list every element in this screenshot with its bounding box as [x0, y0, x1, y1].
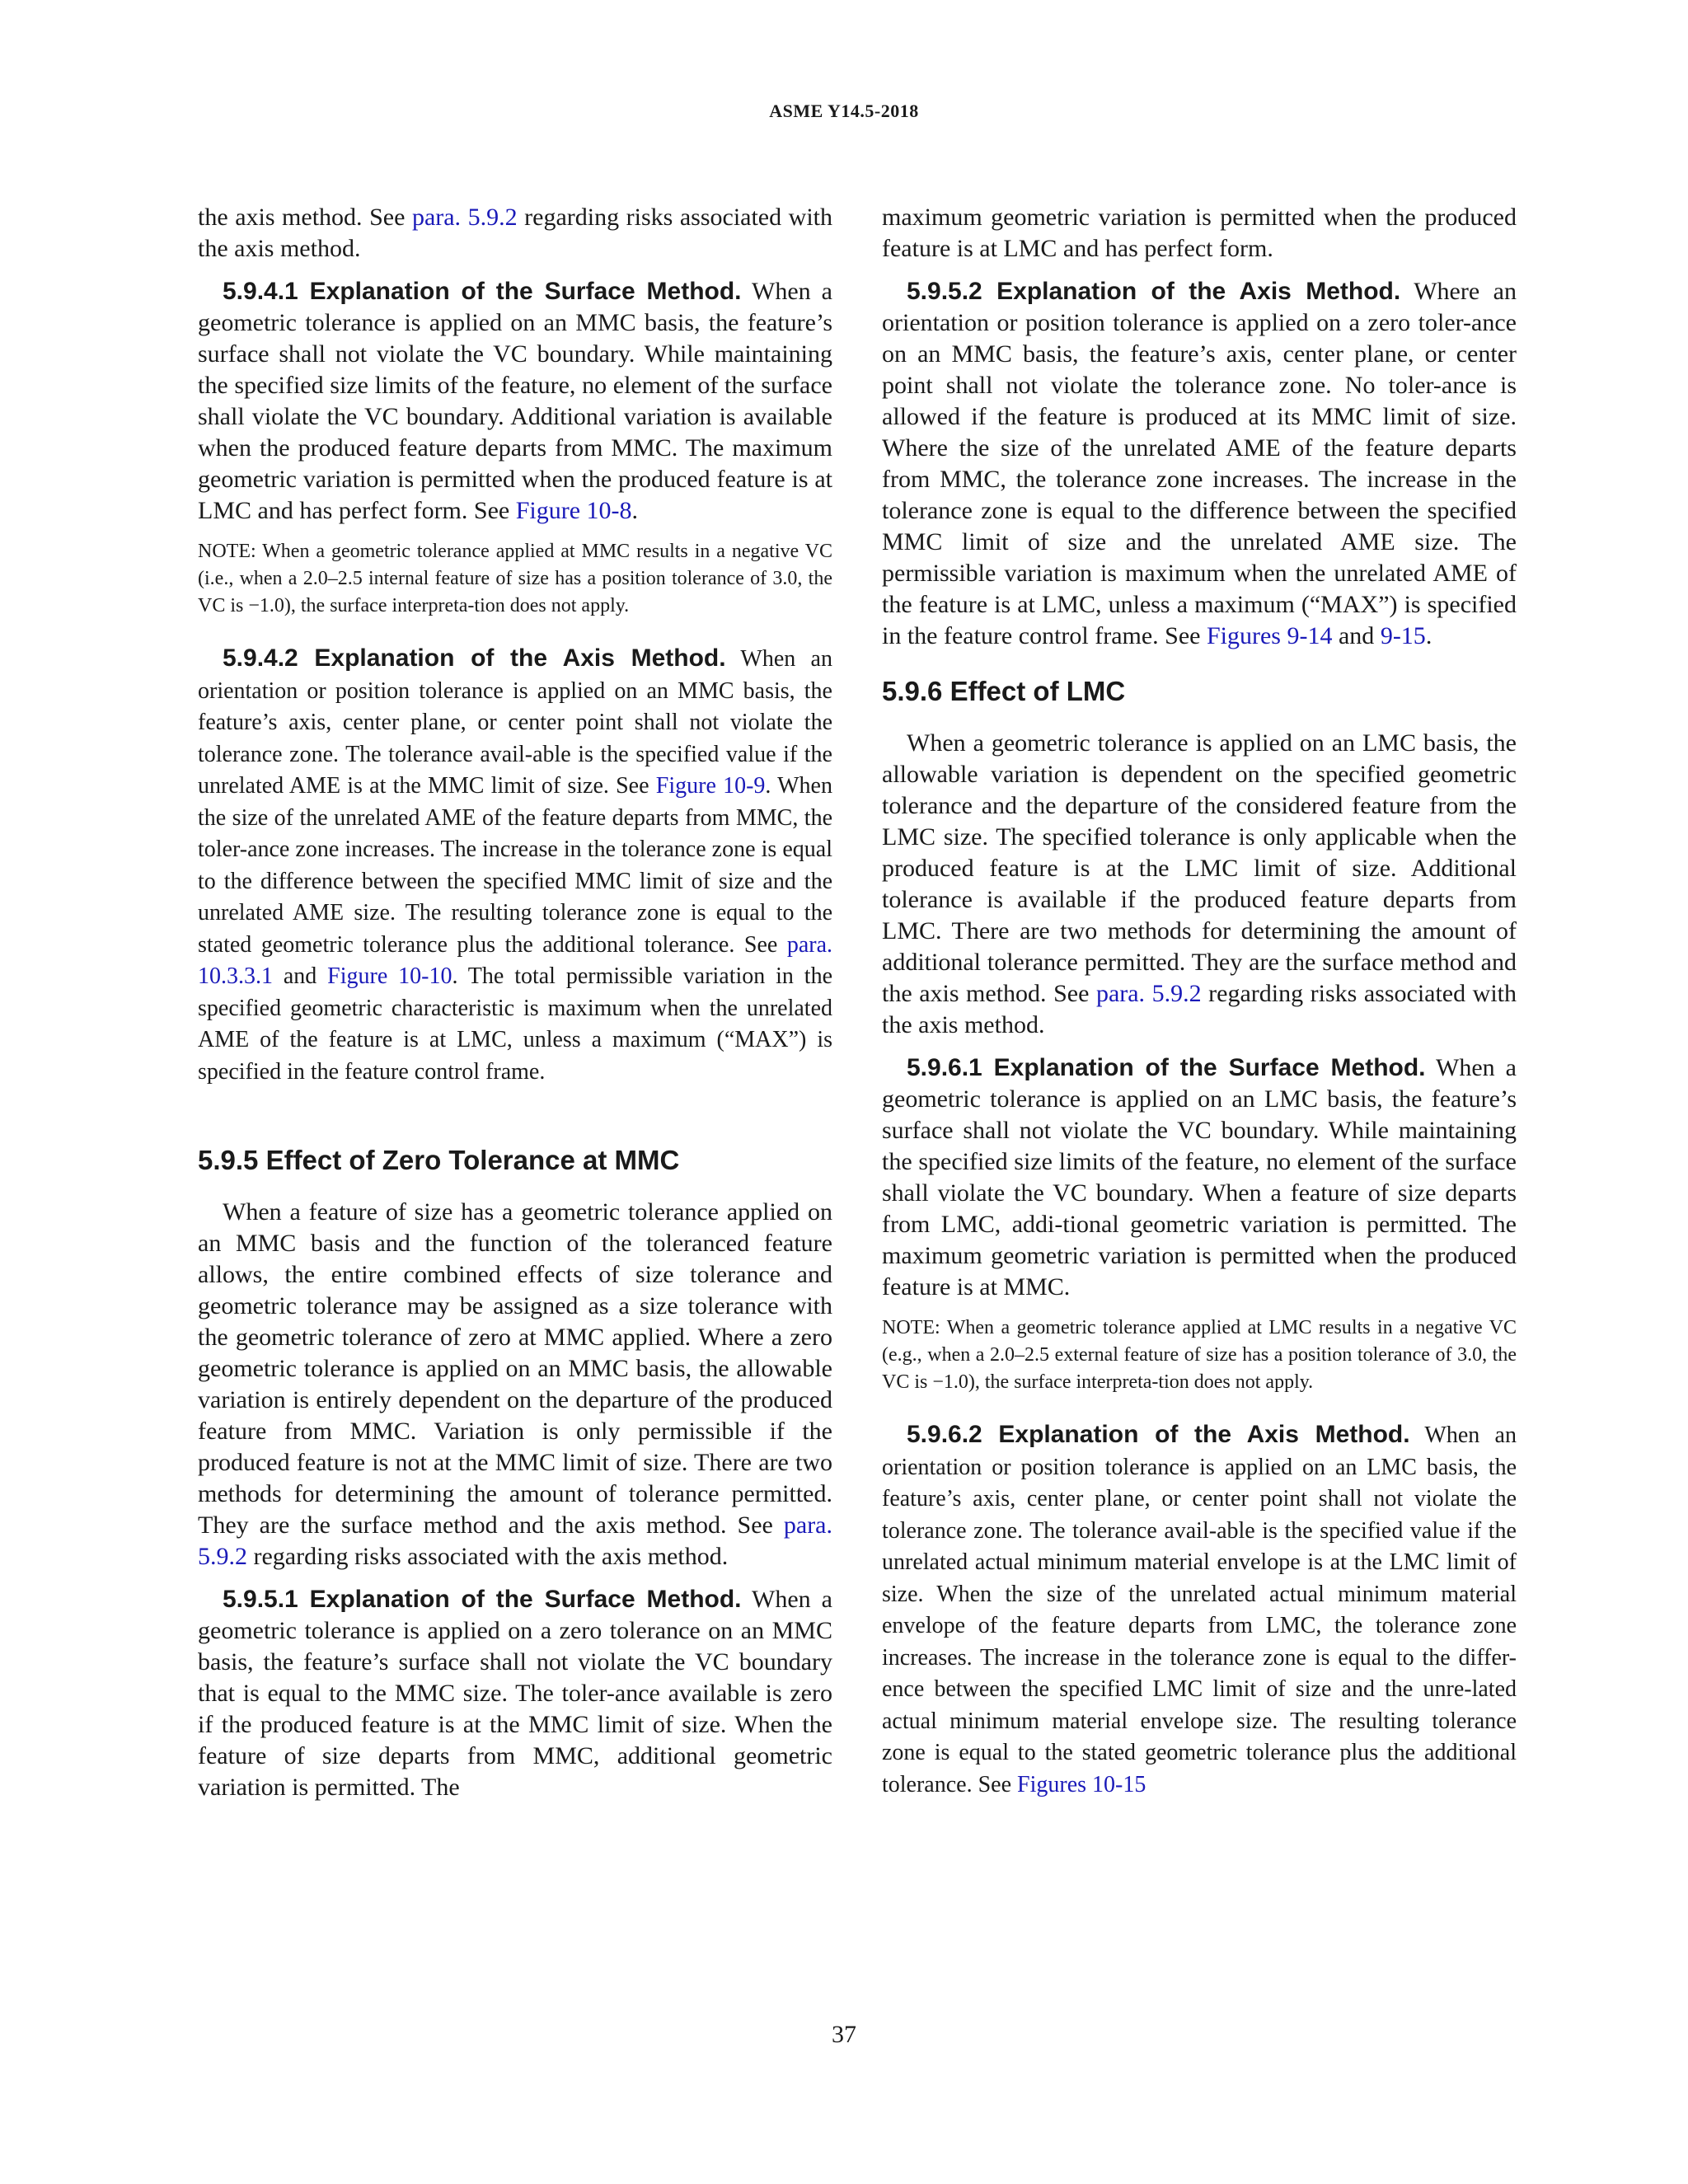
link-para-5-9-2[interactable]: para. 5.9.2 — [411, 204, 518, 231]
paragraph-intro-left: the axis method. See para. 5.9.2 regarding risks associated with the axis method. — [198, 204, 832, 262]
link-figure-10-10[interactable]: Figure 10-10 — [327, 963, 452, 989]
link-para-5-9-2-b[interactable]: para. 5.9.2 — [198, 1511, 832, 1570]
left-column — [198, 202, 832, 1803]
link-para-5-9-2-c[interactable]: para. 5.9.2 — [1095, 980, 1202, 1007]
link-figures-9-14[interactable]: Figures 9-14 — [1206, 622, 1333, 649]
section-5-9-4-2: 5.9.4.2 Explanation of the Axis Method. When an orientation or position tolerance is applied on an MMC basis, the feature’s axis, center plane, or center point shall not violate the tolerance zone. The tolerance avail-able is the specified value if the unrelated AME is at the MMC limit of size. See Figure 10-9. When the size of the unrelated AME of the feature departs from MMC, the toler-ance zone increases. The increase in the tolerance zone is equal to the difference between the specified MMC limit of size and the unrelated AME size. The resulting tolerance zone is equal to the stated geometric tolerance plus the additional tolerance. See para. 10.3.3.1 and Figure 10-10. The total permissible variation in the specified geometric characteristic is maximum when the unrelated AME of the feature is at LMC, unless a maximum (“MAX”) is specified in the feature control frame. — [198, 644, 832, 1085]
section-5-9-4-1: 5.9.4.1 Explanation of the Surface Method. When a geometric tolerance is applied on an MMC basis, the feature’s surface shall not violate the VC boundary. While maintaining the specified size limits of the feature, no element of the surface shall violate the VC boundary. Additional variation is available when the produced feature departs from MMC. The maximum geometric variation is permitted when the produced feature is at LMC and has perfect form. See Figure 10-8. — [198, 278, 832, 524]
right-column — [882, 202, 1517, 1801]
section-heading-5-9-6: 5.9.6 Effect of LMC — [882, 676, 1126, 706]
section-heading-5-9-5-1: 5.9.5.1 Explanation of the Surface Method. — [223, 1586, 742, 1613]
note-mmc-negative-vc: NOTE: When a geometric tolerance applied at MMC results in a negative VC (i.e., when a 2.0–2.5 internal feature of size has a position tolerance of 3.0, the VC is −1.0), the surface interpreta-tion does not apply. — [198, 541, 832, 616]
link-figure-10-9[interactable]: Figure 10-9 — [655, 773, 766, 799]
note-lmc-negative-vc: NOTE: When a geometric tolerance applied at LMC results in a negative VC (e.g., when a 2.0–2.5 external feature of size has a position tolerance of 3.0, the VC is −1.0), the surface interpreta-tion does not apply. — [882, 1317, 1517, 1393]
section-heading-5-9-6-2: 5.9.6.2 Explanation of the Axis Method. — [907, 1421, 1410, 1448]
section-5-9-5-1: 5.9.5.1 Explanation of the Surface Method. When a geometric tolerance is applied on a zero tolerance on an MMC basis, the feature’s surface shall not violate the VC boundary that is equal to the MMC size. The toler-ance available is zero if the produced feature is at the MMC limit of size. When the feature of size departs from MMC, additional geometric variation is permitted. The — [198, 1586, 832, 1801]
section-5-9-6: When a geometric tolerance is applied on an LMC basis, the allowable variation is dependent on the specified geometric tolerance and the departure of the considered feature from the LMC size. The specified tolerance is only applicable when the produced feature is at the LMC limit of size. Additional tolerance is available if the produced feature departs from LMC. There are two methods for determining the amount of additional tolerance permitted. They are the surface method and the axis method. See para. 5.9.2 regarding risks associated with the axis method. — [882, 729, 1517, 1038]
link-para-10-3-3-1[interactable]: para. 10.3.3.1 — [198, 931, 832, 989]
running-header: ASME Y14.5-2018 — [769, 101, 919, 121]
section-heading-5-9-4-1: 5.9.4.1 Explanation of the Surface Method. — [223, 278, 742, 305]
page-number: 37 — [832, 2021, 856, 2048]
link-figure-10-8[interactable]: Figure 10-8 — [515, 497, 632, 524]
section-heading-5-9-5: 5.9.5 Effect of Zero Tolerance at MMC — [198, 1145, 680, 1175]
section-5-9-6-1: 5.9.6.1 Explanation of the Surface Method. When a geometric tolerance is applied on an LMC basis, the feature’s surface shall not violate the VC boundary. While maintaining the specified size limits of the feature, no element of the surface shall violate the VC boundary. When a feature of size departs from LMC, addi-tional geometric variation is permitted. The maximum geometric variation is permitted when the produced feature is at MMC. — [882, 1054, 1517, 1301]
section-5-9-6-2: 5.9.6.2 Explanation of the Axis Method. When an orientation or position tolerance is applied on an LMC basis, the feature’s axis, center plane, or center point shall not violate the tolerance zone. The tolerance avail-able is the specified value if the unrelated actual minimum material envelope is at the LMC limit of size. When the size of the unrelated actual minimum material envelope of the feature departs from LMC, the tolerance zone increases. The increase in the tolerance zone is equal to the differ-ence between the specified LMC limit of size and the unre-lated actual minimum material envelope size. The resulting tolerance zone is equal to the stated geometric tolerance plus the additional tolerance. See Figures 10-15 — [882, 1421, 1517, 1797]
section-heading-5-9-6-1: 5.9.6.1 Explanation of the Surface Method. — [907, 1054, 1426, 1081]
link-figure-9-15[interactable]: 9-15 — [1380, 622, 1426, 649]
link-figures-10-15[interactable]: Figures 10-15 — [1017, 1771, 1146, 1797]
paragraph-intro-right: maximum geometric variation is permitted when the produced feature is at LMC and has perfect form. — [882, 204, 1517, 262]
section-5-9-5-2: 5.9.5.2 Explanation of the Axis Method. Where an orientation or position tolerance is applied on a zero toler-ance on an MMC basis, the feature’s axis, center plane, or center point shall not violate the tolerance zone. No toler-ance is allowed if the feature is produced at its MMC limit of size. Where the size of the unrelated AME of the feature departs from MMC, the tolerance zone increases. The increase in the tolerance zone is equal to the difference between the specified MMC limit of size and the unrelated AME size. The permissible variation is maximum when the unrelated AME of the feature is at LMC, unless a maximum (“MAX”) is specified in the feature control frame. See Figures 9-14 and 9-15. — [882, 278, 1517, 649]
section-5-9-5: When a feature of size has a geometric tolerance applied on an MMC basis and the function of the toleranced feature allows, the entire combined effects of size tolerance and geometric tolerance may be assigned as a size tolerance with the geometric tolerance of zero at MMC applied. Where a zero geometric tolerance is applied on an MMC basis, the allowable variation is entirely dependent on the departure of the produced feature from MMC. Variation is only permissible if the produced feature is not at the MMC limit of size. There are two methods for determining the amount of tolerance permitted. They are the surface method and the axis method. See para. 5.9.2 regarding risks associated with the axis method. — [198, 1198, 832, 1570]
section-heading-5-9-5-2: 5.9.5.2 Explanation of the Axis Method. — [907, 278, 1401, 305]
section-heading-5-9-4-2: 5.9.4.2 Explanation of the Axis Method. — [223, 644, 726, 672]
